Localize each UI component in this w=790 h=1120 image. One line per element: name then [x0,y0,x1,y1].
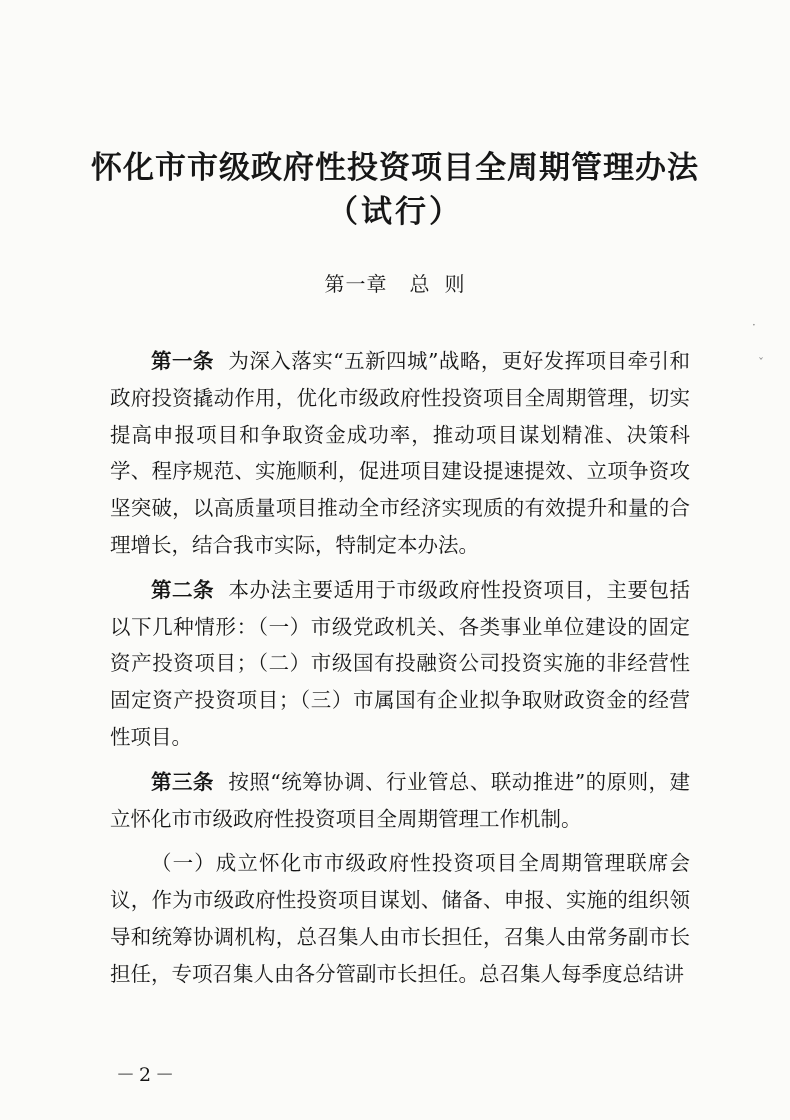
chapter-name-part2: 则 [444,272,466,296]
article-label: 第一条 [151,349,214,373]
article-label: 第三条 [151,769,214,794]
document-title: 怀化市市级政府性投资项目全周期管理办法 [91,150,699,186]
article-text: 为深入落实“五新四城”战略，更好发挥项目牵引和政府投资撬动作用，优化市级政府性投资项目全周期管理，切实提高申报项目和争取资金成功率，推动项目谋划精准、决策科学、程序规范、实施顺利，促进项目建设提速提效、立项争资攻坚突破，以高质量项目推动全市经济实现质的有效提升和量的合理增长，结合我市实际，特制定本办法。 [110,349,690,557]
article-paragraph [110,764,690,838]
chapter-heading [0,268,790,297]
article-text: 本办法主要适用于市级政府性投资项目，主要包括以下几种情形：（一）市级党政机关、各类事业单位建设的固定资产投资项目；（二）市级国有投融资公司投资实施的非经营性固定资产投资项目；（三）市属国有企业拟争取财政资金的经营性项目。 [110,577,690,749]
article-label: 第二条 [151,577,214,602]
scan-speck: ˇ [758,356,764,370]
sub-item-text: （一）成立怀化市市级政府性投资项目全周期管理联席会议，作为市级政府性投资项目谋划、储备、申报、实施的组织领导和统筹协调机构，总召集人由市长担任，召集人由常务副市长担任，专项召集人由各分管副市长担任。总召集人每季度总结讲 [110,851,690,986]
chapter-name-part1: 总 [409,272,431,296]
chapter-number: 第一章 [324,272,388,296]
scan-speck: · [752,318,756,332]
article-text: 按照“统筹协调、行业管总、联动推进”的原则，建立怀化市市级政府性投资项目全周期管理工作机制。 [110,769,690,831]
document-subtitle: （试行） [327,194,463,230]
body-text [110,343,690,993]
page-number: －2－ [116,1064,179,1086]
article-paragraph [110,343,690,564]
article-paragraph [110,572,690,756]
sub-item-paragraph [110,845,690,992]
